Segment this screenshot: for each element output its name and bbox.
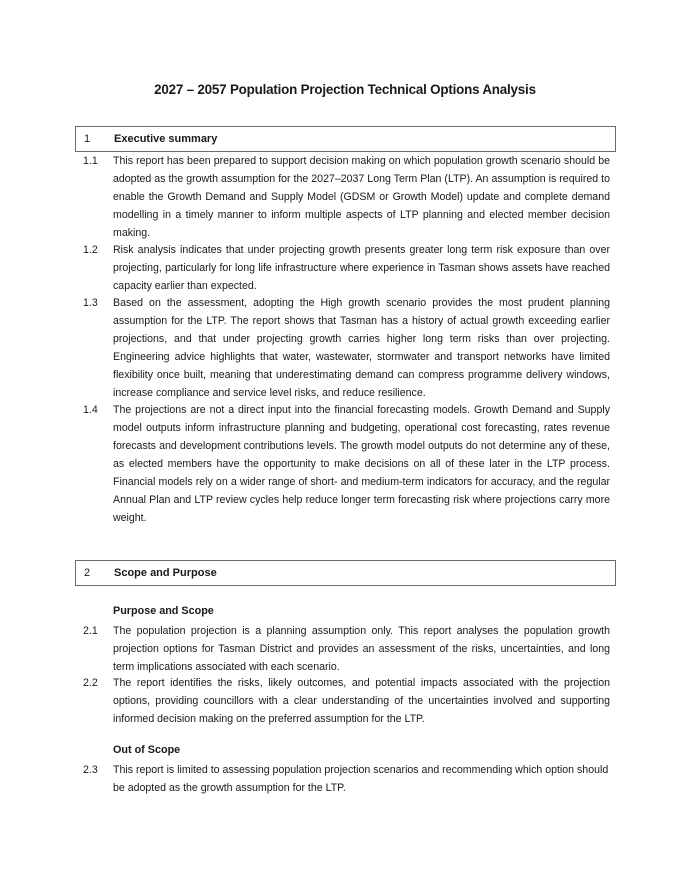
paragraph-text: The population projection is a planning assumption only. This report analyses the population growth projection options for Tasman District and provides an assessment of the risks, uncertainties, and long term implications associated with each scenario. xyxy=(113,625,610,673)
section-heading: Scope and Purpose xyxy=(114,567,217,579)
paragraph-number: 1.3 xyxy=(83,297,98,309)
document-title: 2027 – 2057 Population Projection Technical Options Analysis xyxy=(154,82,536,97)
paragraph-1-2 xyxy=(75,241,613,295)
subheading-out-of-scope: Out of Scope xyxy=(113,744,181,756)
paragraph-number: 1.4 xyxy=(83,404,98,416)
paragraph-number: 1.1 xyxy=(83,155,98,167)
paragraph-1-3 xyxy=(75,294,613,402)
paragraph-text: Risk analysis indicates that under projecting growth presents greater long term risk exposure than over projecting, particularly for long life infrastructure where experience in Tasman shows assets have reached capacity earlier than expected. xyxy=(113,244,610,292)
paragraph-number: 2.3 xyxy=(83,764,98,776)
paragraph-text: This report has been prepared to support decision making on which population growth scenario should be adopted as the growth assumption for the 2027–2037 Long Term Plan (LTP). An assumption is required to enable the Growth Demand and Supply Model (GDSM or Growth Model) update and complete demand modelling in a timely manner to inform multiple aspects of LTP planning and elected member decision making. xyxy=(113,155,610,239)
paragraph-2-1 xyxy=(75,622,613,676)
section-number: 1 xyxy=(84,133,91,145)
paragraph-number: 2.2 xyxy=(83,677,98,689)
paragraph-text: The report identifies the risks, likely outcomes, and potential impacts associated with the projection options, providing councillors with a clear understanding of the uncertainties involved and supporting informed decision making on the preferred assumption for the LTP. xyxy=(113,677,610,725)
paragraph-1-1 xyxy=(75,152,613,242)
paragraph-2-3 xyxy=(75,761,613,797)
paragraph-number: 2.1 xyxy=(83,625,98,637)
paragraph-1-4 xyxy=(75,401,613,527)
paragraph-text: Based on the assessment, adopting the High growth scenario provides the most prudent planning assumption for the LTP. The report shows that Tasman has a history of actual growth exceeding earlier projections, and that under projecting growth carries higher long term risks than over projecting. Engineering advice highlights that water, wastewater, stormwater and transport networks have limited flexibility once built, meaning that underestimating demand can compress programme delivery windows, increase compliance and service level risks, and reduce resilience. xyxy=(113,297,610,399)
paragraph-number: 1.2 xyxy=(83,244,98,256)
section-number: 2 xyxy=(84,567,91,579)
section-1-header xyxy=(75,126,616,152)
paragraph-2-2 xyxy=(75,674,613,728)
paragraph-text: The projections are not a direct input into the financial forecasting models. Growth Demand and Supply model outputs inform infrastructure planning and budgeting, operational cost forecasting, rates revenue forecasts and development contributions levels. The growth model outputs do not determine any of these, as elected members have the opportunity to make decisions on all of these later in the LTP process. Financial models rely on a wider range of short- and medium-term indicators for accuracy, and the regular Annual Plan and LTP review cycles help reduce longer term forecasting risk where projections carry more weight. xyxy=(113,404,610,524)
section-heading: Executive summary xyxy=(114,133,218,145)
section-2-header xyxy=(75,560,616,586)
paragraph-text: This report is limited to assessing population projection scenarios and recommending which option should be adopted as the growth assumption for the LTP. xyxy=(113,764,609,794)
subheading-purpose-and-scope: Purpose and Scope xyxy=(113,605,214,617)
